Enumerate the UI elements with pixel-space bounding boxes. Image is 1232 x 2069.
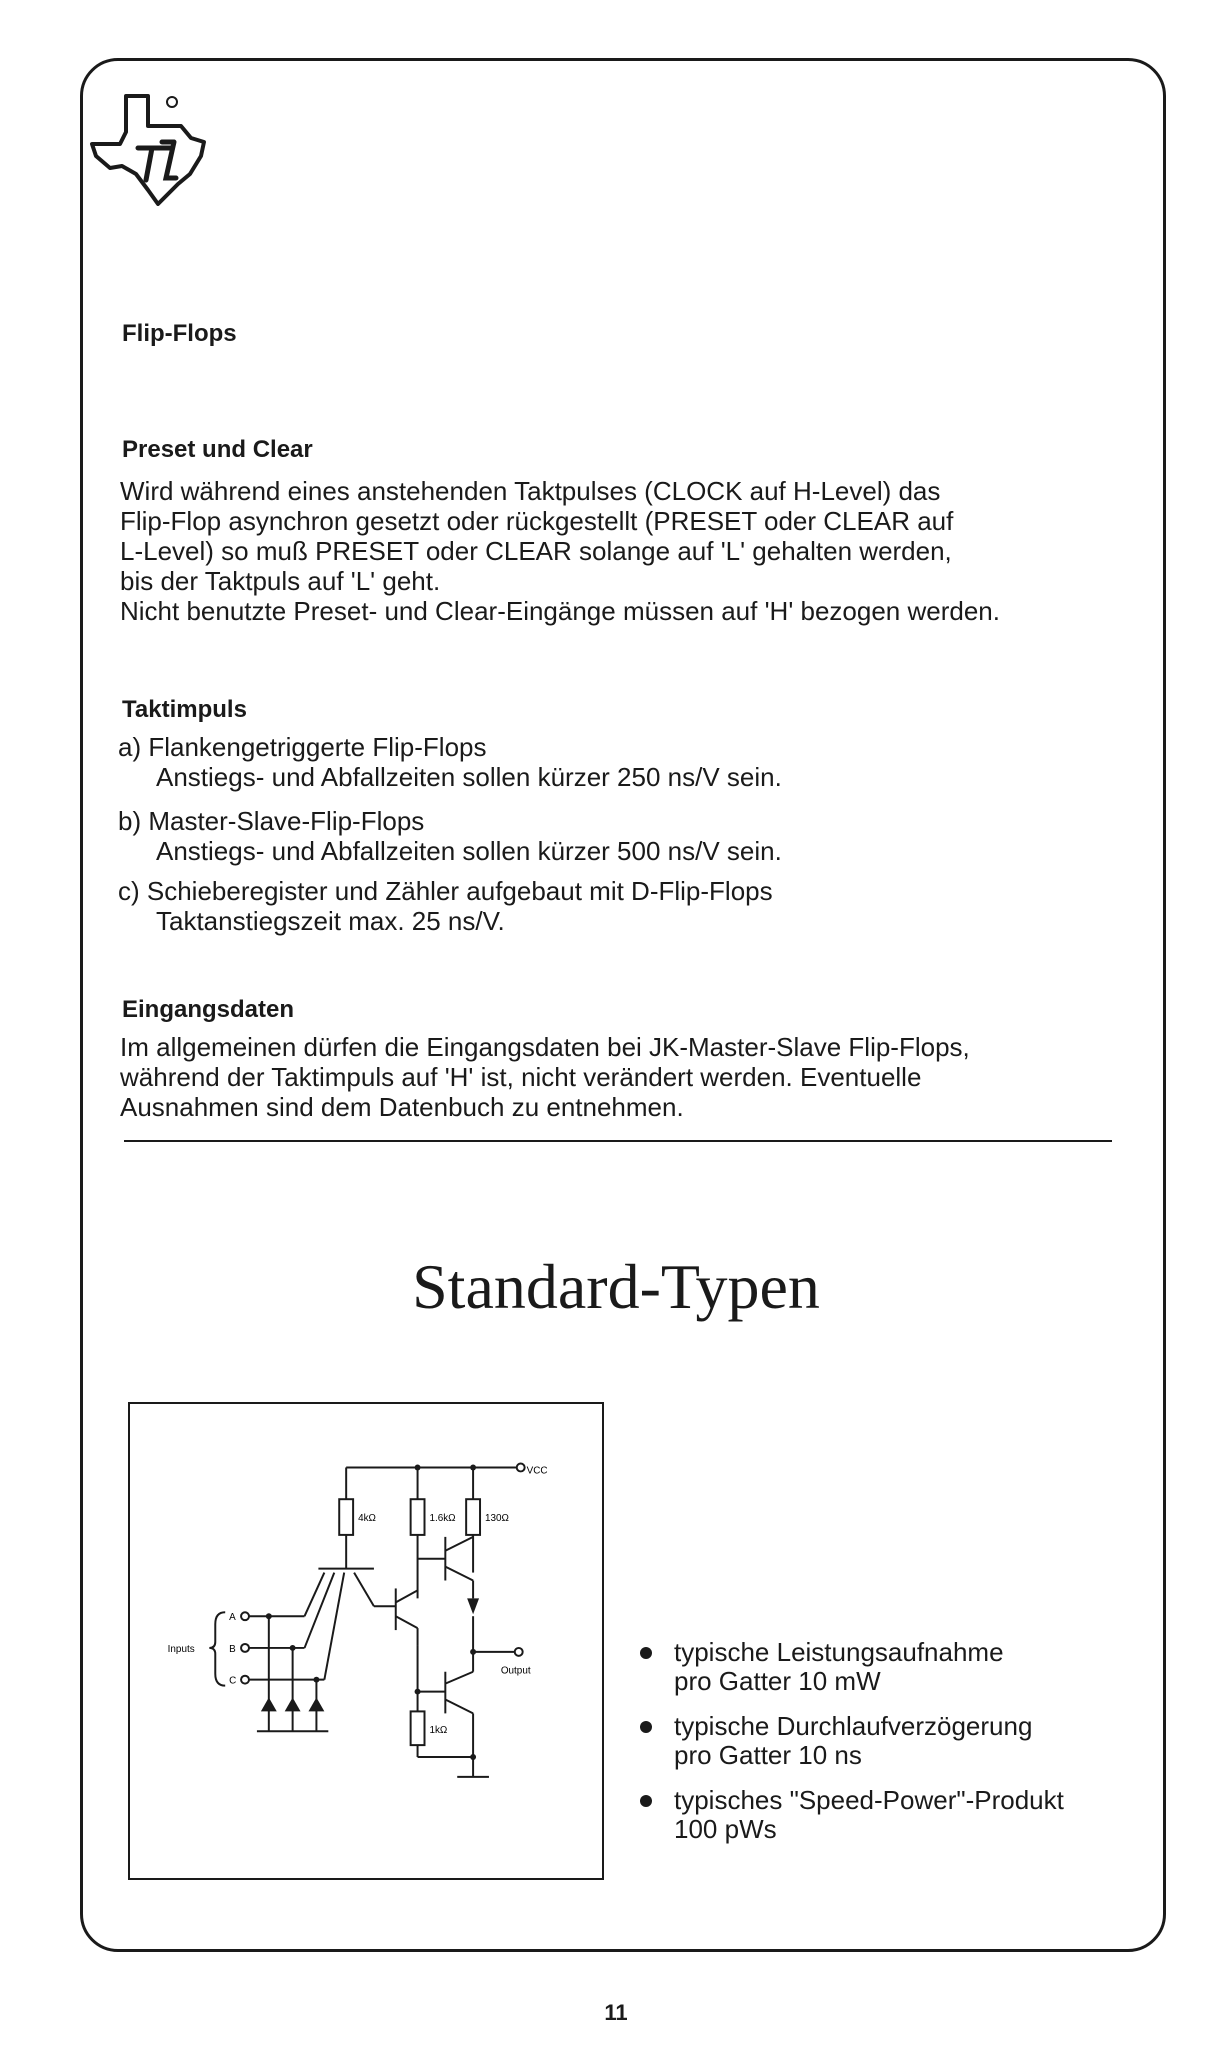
eingangsdaten-paragraph bbox=[120, 1032, 1120, 1122]
inputs-label: Inputs bbox=[167, 1643, 195, 1655]
circuit-diagram bbox=[128, 1402, 604, 1880]
heading-flip-flops: Flip-Flops bbox=[122, 320, 237, 347]
text-line: Nicht benutzte Preset- und Clear-Eingänge müssen auf 'H' bezogen werden. bbox=[120, 596, 1000, 626]
section-divider bbox=[124, 1140, 1112, 1142]
heading-eingangsdaten: Eingangsdaten bbox=[122, 996, 295, 1023]
standard-types-heading: Standard-Typen bbox=[412, 1251, 820, 1322]
page-number: 11 bbox=[604, 2000, 628, 2025]
feature-list bbox=[640, 1638, 1064, 1860]
resistor-label: 130Ω bbox=[484, 1513, 509, 1525]
output-label: Output bbox=[500, 1665, 531, 1677]
list-item bbox=[118, 806, 782, 866]
item-detail: Anstiegs- und Abfallzeiten sollen kürzer 250 ns/V sein. bbox=[156, 762, 782, 792]
resistor-label: 1.6kΩ bbox=[429, 1513, 456, 1525]
vcc-label: VCC bbox=[526, 1465, 548, 1477]
item-label: a) Flankengetriggerte Flip-Flops bbox=[118, 732, 487, 762]
preset-paragraph bbox=[120, 476, 1120, 626]
text-line: Im allgemeinen dürfen die Eingangsdaten bei JK-Master-Slave Flip-Flops, bbox=[120, 1032, 970, 1062]
texas-instruments-logo bbox=[86, 86, 216, 206]
input-label: A bbox=[229, 1612, 236, 1624]
heading-preset-clear: Preset und Clear bbox=[122, 436, 313, 463]
item-label: c) Schieberegister und Zähler aufgebaut mit D-Flip-Flops bbox=[118, 876, 773, 906]
feature-line: 100 pWs bbox=[674, 1814, 777, 1844]
text-line: L-Level) so muß PRESET oder CLEAR solange auf 'L' gehalten werden, bbox=[120, 536, 952, 566]
text-line: während der Taktimpuls auf 'H' ist, nicht verändert werden. Eventuelle bbox=[120, 1062, 922, 1092]
feature-line: pro Gatter 10 ns bbox=[674, 1740, 862, 1770]
item-label: b) Master-Slave-Flip-Flops bbox=[118, 806, 425, 836]
feature-item bbox=[640, 1786, 1064, 1844]
input-label: C bbox=[229, 1675, 237, 1687]
feature-item bbox=[640, 1638, 1064, 1696]
item-detail: Anstiegs- und Abfallzeiten sollen kürzer 500 ns/V sein. bbox=[156, 836, 782, 866]
text-line: Flip-Flop asynchron gesetzt oder rückgestellt (PRESET oder CLEAR auf bbox=[120, 506, 954, 536]
item-detail: Taktanstiegszeit max. 25 ns/V. bbox=[156, 906, 505, 936]
feature-item bbox=[640, 1712, 1064, 1770]
list-item bbox=[118, 732, 782, 792]
text-line: bis der Taktpuls auf 'L' geht. bbox=[120, 566, 441, 596]
input-label: B bbox=[229, 1643, 236, 1655]
text-line: Wird während eines anstehenden Taktpulses (CLOCK auf H-Level) das bbox=[120, 476, 941, 506]
feature-line: typische Leistungsaufnahme bbox=[674, 1637, 1004, 1667]
feature-line: pro Gatter 10 mW bbox=[674, 1666, 881, 1696]
text-line: Ausnahmen sind dem Datenbuch zu entnehmen. bbox=[120, 1092, 684, 1122]
resistor-label: 4kΩ bbox=[358, 1513, 376, 1525]
list-item bbox=[118, 876, 773, 936]
feature-line: typische Durchlaufverzögerung bbox=[674, 1711, 1033, 1741]
resistor-label: 1kΩ bbox=[429, 1725, 448, 1737]
feature-line: typisches "Speed-Power"-Produkt bbox=[674, 1785, 1064, 1815]
heading-taktimpuls: Taktimpuls bbox=[122, 696, 247, 723]
